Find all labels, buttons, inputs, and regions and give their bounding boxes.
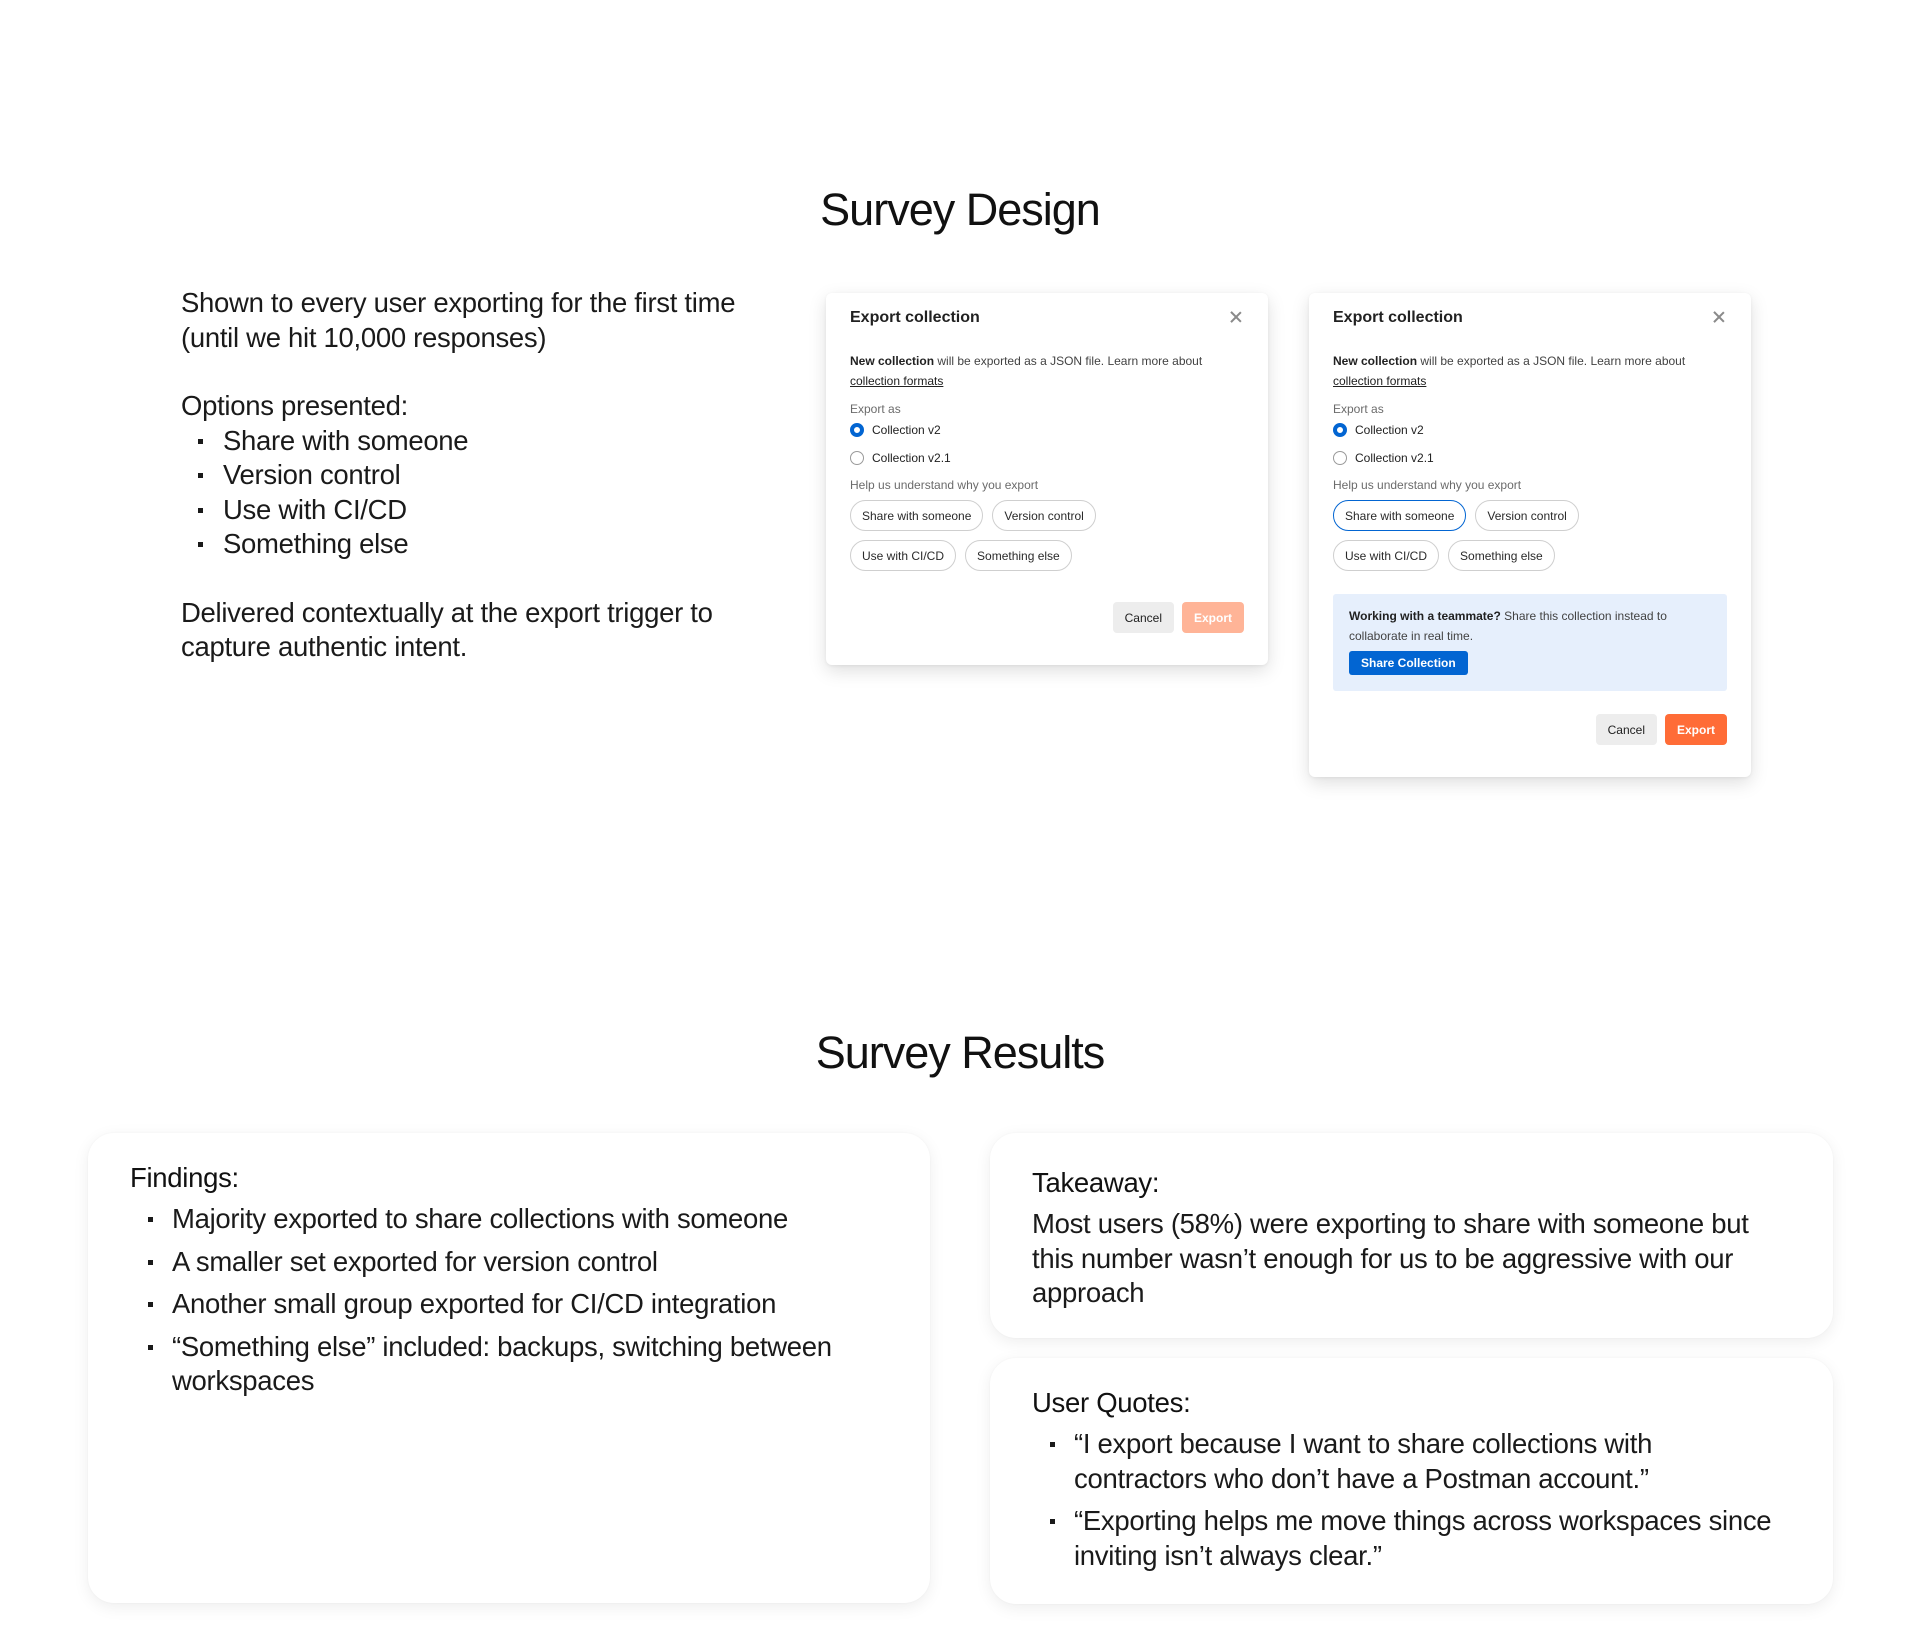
close-icon[interactable] — [1228, 309, 1244, 325]
takeaway-card — [990, 1133, 1833, 1338]
chip-something-else[interactable]: Something else — [965, 540, 1072, 571]
export-as-label: Export as — [850, 402, 901, 416]
chip-share-with-someone[interactable]: Share with someone — [850, 500, 983, 531]
export-modal-default — [826, 293, 1268, 665]
intro-line-2: (until we hit 10,000 responses) — [181, 321, 547, 353]
radio-label: Collection v2.1 — [872, 451, 951, 465]
description-text: will be exported as a JSON file. Learn more about — [934, 354, 1203, 368]
radio-unselected-icon[interactable] — [1333, 451, 1347, 465]
takeaway-heading: Takeaway: — [1032, 1167, 1160, 1198]
radio-label: Collection v2.1 — [1355, 451, 1434, 465]
user-quotes-card — [990, 1358, 1833, 1604]
share-suggestion-banner — [1333, 594, 1727, 691]
chip-version-control[interactable]: Version control — [1475, 500, 1578, 531]
options-list — [181, 424, 781, 562]
radio-collection-v2[interactable] — [1333, 416, 1727, 444]
radio-collection-v2-1[interactable] — [850, 444, 1244, 472]
survey-design-title: Survey Design — [820, 184, 1100, 235]
option-item: Something else — [181, 527, 781, 562]
option-item: Share with someone — [181, 424, 781, 459]
collection-name: New collection — [1333, 354, 1418, 368]
collection-formats-link[interactable]: collection formats — [850, 374, 944, 388]
modal-description — [1333, 351, 1727, 391]
help-label: Help us understand why you export — [1333, 478, 1522, 492]
radio-unselected-icon[interactable] — [850, 451, 864, 465]
option-item: Use with CI/CD — [181, 493, 781, 528]
cancel-button[interactable]: Cancel — [1596, 714, 1657, 745]
chip-something-else[interactable]: Something else — [1448, 540, 1555, 571]
modal-title: Export collection — [850, 309, 980, 326]
quotes-list — [1032, 1427, 1791, 1573]
help-label: Help us understand why you export — [850, 478, 1039, 492]
cancel-button[interactable]: Cancel — [1113, 602, 1174, 633]
export-button[interactable]: Export — [1665, 714, 1727, 745]
closing-line-2: capture authentic intent. — [181, 631, 468, 662]
export-modal-share-selected — [1309, 293, 1751, 777]
collection-name: New collection — [850, 354, 935, 368]
takeaway-text: Most users (58%) were exporting to share with someone but this number wasn’t enough for us to be aggressive with our approach — [1032, 1208, 1749, 1308]
option-item: Version control — [181, 458, 781, 493]
options-heading: Options presented: — [181, 390, 408, 421]
radio-collection-v2-1[interactable] — [1333, 444, 1727, 472]
finding-item: “Something else” included: backups, switching between workspaces — [130, 1330, 888, 1399]
modal-title: Export collection — [1333, 309, 1463, 326]
finding-item: Another small group exported for CI/CD integration — [130, 1287, 888, 1322]
banner-text — [1349, 606, 1711, 646]
radio-collection-v2[interactable] — [850, 416, 1244, 444]
chip-version-control[interactable]: Version control — [992, 500, 1095, 531]
reason-chips — [850, 500, 1210, 571]
chip-share-with-someone-selected[interactable]: Share with someone — [1333, 500, 1466, 531]
survey-results-title: Survey Results — [815, 1027, 1105, 1078]
quotes-heading: User Quotes: — [1032, 1387, 1191, 1418]
close-icon[interactable] — [1711, 309, 1727, 325]
banner-bold: Working with a teammate? — [1349, 609, 1501, 623]
radio-label: Collection v2 — [872, 423, 941, 437]
radio-selected-icon[interactable] — [1333, 423, 1347, 437]
reason-chips — [1333, 500, 1693, 571]
radio-selected-icon[interactable] — [850, 423, 864, 437]
share-collection-button[interactable]: Share Collection — [1349, 651, 1468, 675]
quote-item: “Exporting helps me move things across workspaces since inviting isn’t always clear.” — [1032, 1504, 1791, 1573]
survey-design-description — [181, 286, 781, 665]
chip-use-with-ci-cd[interactable]: Use with CI/CD — [1333, 540, 1439, 571]
banner-rest: Share this collection instead to collaborate in real time. — [1349, 609, 1667, 643]
collection-formats-link[interactable]: collection formats — [1333, 374, 1427, 388]
modal-description — [850, 351, 1244, 391]
export-as-label: Export as — [1333, 402, 1384, 416]
finding-item: Majority exported to share collections with someone — [130, 1202, 888, 1237]
findings-list — [130, 1202, 888, 1399]
chip-use-with-ci-cd[interactable]: Use with CI/CD — [850, 540, 956, 571]
radio-label: Collection v2 — [1355, 423, 1424, 437]
quote-item: “I export because I want to share collections with contractors who don’t have a Postman account.” — [1032, 1427, 1791, 1496]
findings-card — [88, 1133, 930, 1603]
export-button-disabled[interactable]: Export — [1182, 602, 1244, 633]
intro-line-1: Shown to every user exporting for the first time — [181, 287, 736, 318]
finding-item: A smaller set exported for version control — [130, 1245, 888, 1280]
closing-line-1: Delivered contextually at the export trigger to — [181, 596, 713, 628]
findings-heading: Findings: — [130, 1162, 239, 1193]
description-text: will be exported as a JSON file. Learn more about — [1417, 354, 1686, 368]
